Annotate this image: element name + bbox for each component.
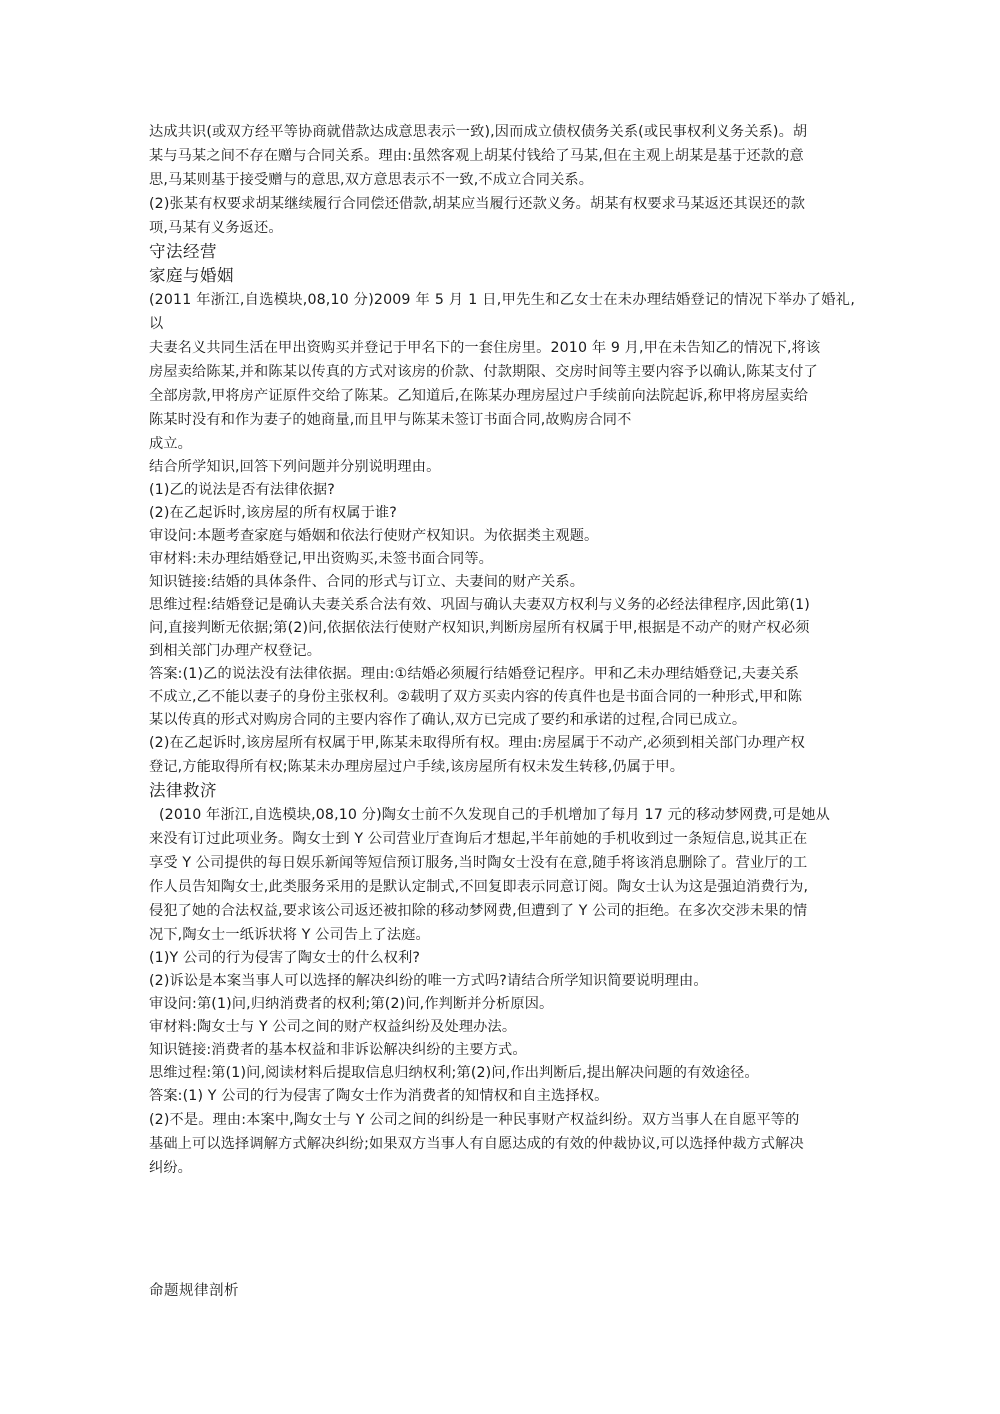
answer-1: 某以传真的形式对购房合同的主要内容作了确认,双方已完成了要约和承诺的过程,合同已成立。 [149,712,747,728]
question-1: (1)乙的说法是否有法律依据? [149,482,335,498]
document-page [149,120,855,1180]
knowledge-link: 知识链接:消费者的基本权益和非诉讼解决纠纷的主要方式。 [149,1042,527,1058]
case-line: 全部房款,甲将房产证原件交给了陈某。乙知道后,在陈某办理房屋过户手续前向法院起诉,称甲将房屋卖给 [149,388,809,404]
section-heading-pattern-analysis: 命题规律剖析 [149,1282,239,1299]
answer-1: 不成立,乙不能以妻子的身份主张权利。②载明了双方买卖内容的传真件也是书面合同的一种形式,甲和陈 [149,689,803,705]
thinking-process: 思维过程:第(1)问,阅读材料后提取信息归纳权利;第(2)问,作出判断后,提出解决问题的有效途径。 [149,1065,759,1081]
answer-2: 基础上可以选择调解方式解决纠纷;如果双方当事人有自愿达成的有效的仲裁协议,可以选择仲裁方式解决 [149,1136,804,1152]
family-case-block [149,288,855,456]
answer-2: 登记,方能取得所有权;陈某未办理房屋过户手续,该房屋所有权未发生转移,仍属于甲。 [149,759,685,775]
text-line: 达成共识(或双方经平等协商就借款达成意思表示一致),因而成立债权债务关系(或民事权利义务关系)。胡 [149,124,808,140]
text-line: 项,马某有义务返还。 [149,220,283,236]
answer-2: (2)不是。理由:本案中,陶女士与 Y 公司之间的纠纷是一种民事财产权益纠纷。双方当事人在自愿平等的 [149,1112,800,1128]
analysis-material: 审材料:陶女士与 Y 公司之间的财产权益纠纷及处理办法。 [149,1019,517,1035]
case-line: 夫妻名义共同生活在甲出资购买并登记于甲名下的一套住房里。2010 年 9 月,甲在未告知乙的情况下,将该 [149,340,821,356]
prev-answer-block [149,120,855,240]
case-line: 陈某时没有和作为妻子的她商量,而且甲与陈某未签订书面合同,故购房合同不 [149,412,632,428]
answer-2: 纠纷。 [149,1160,193,1176]
legal-questions-block [149,947,855,1180]
knowledge-link: 知识链接:结婚的具体条件、合同的形式与订立、夫妻间的财产关系。 [149,574,585,590]
answer-2: (2)在乙起诉时,该房屋所有权属于甲,陈某未取得所有权。理由:房屋属于不动产,必须到相关部门办理产权 [149,735,805,751]
section-heading-law-abiding-business: 守法经营 [149,242,217,261]
text-line: 思,马某则基于接受赠与的意思,双方意思表示不一致,不成立合同关系。 [149,172,594,188]
family-questions-block [149,456,855,779]
case-line: 来没有订过此项业务。陶女士到 Y 公司营业厅查询后才想起,半年前她的手机收到过一条短信息,说其正在 [149,831,808,847]
case-line: 房屋卖给陈某,并和陈某以传真的方式对该房的价款、付款期限、交房时间等主要内容予以确认,陈某支付了 [149,364,818,380]
text-line: 某与马某之间不存在赠与合同关系。理由:虽然客观上胡某付钱给了马某,但在主观上胡某是基于还款的意 [149,148,804,164]
case-line: (2011 年浙江,自选模块,08,10 分)2009 年 5 月 1 日,甲先生和乙女士在未办理结婚登记的情况下举办了婚礼,以 [149,292,855,332]
case-line: (2010 年浙江,自选模块,08,10 分)陶女士前不久发现自己的手机增加了每月 17 元的移动梦网费,可是她从 [159,807,830,823]
case-line: 享受 Y 公司提供的每日娱乐新闻等短信预订服务,当时陶女士没有在意,随手将该消息删除了。营业厅的工 [149,855,808,871]
legal-case-block [149,803,855,947]
case-line: 况下,陶女士一纸诉状将 Y 公司告上了法庭。 [149,927,430,943]
case-line: 侵犯了她的合法权益,要求该公司返还被扣除的移动梦网费,但遭到了 Y 公司的拒绝。在多次交涉未果的情 [149,903,808,919]
analysis-question: 审设问:本题考查家庭与婚姻和依法行使财产权知识。为依据类主观题。 [149,528,599,544]
answer-1: 答案:(1) Y 公司的行为侵害了陶女士作为消费者的知情权和自主选择权。 [149,1088,609,1104]
section-heading-legal-remedy: 法律救济 [149,781,217,800]
question-2: (2)诉讼是本案当事人可以选择的解决纠纷的唯一方式吗?请结合所学知识简要说明理由。 [149,973,708,989]
prompt: 结合所学知识,回答下列问题并分别说明理由。 [149,459,441,475]
thinking-process: 问,直接判断无依据;第(2)问,依据依法行使财产权知识,判断房屋所有权属于甲,根据是不动产的财产权必须 [149,620,810,636]
case-line: 成立。 [149,436,193,452]
text-line: (2)张某有权要求胡某继续履行合同偿还借款,胡某应当履行还款义务。胡某有权要求马某返还其误还的款 [149,196,806,212]
case-line: 作人员告知陶女士,此类服务采用的是默认定制式,不回复即表示同意订阅。陶女士认为这是强迫消费行为, [149,879,809,895]
thinking-process: 到相关部门办理产权登记。 [149,643,322,659]
question-1: (1)Y 公司的行为侵害了陶女士的什么权利? [149,950,421,966]
analysis-question: 审设问:第(1)问,归纳消费者的权利;第(2)问,作判断并分析原因。 [149,996,554,1012]
analysis-material: 审材料:未办理结婚登记,甲出资购买,未签书面合同等。 [149,551,494,567]
section-heading-family-marriage: 家庭与婚姻 [149,266,234,285]
thinking-process: 思维过程:结婚登记是确认夫妻关系合法有效、巩固与确认夫妻双方权利与义务的必经法律程序,因此第(1) [149,597,810,613]
question-2: (2)在乙起诉时,该房屋的所有权属于谁? [149,505,397,521]
answer-1: 答案:(1)乙的说法没有法律依据。理由:①结婚必须履行结婚登记程序。甲和乙未办理结婚登记,夫妻关系 [149,666,800,682]
